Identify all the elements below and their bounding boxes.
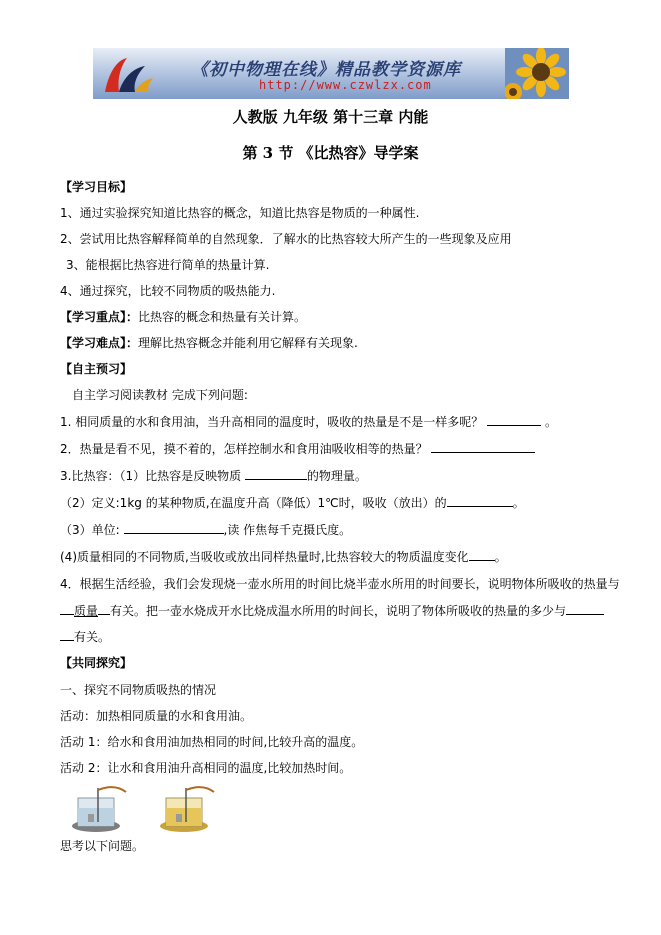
preview-intro: 自主学习阅读教材 完成下列问题: (72, 388, 248, 402)
question-3-3-text: （3）单位: (60, 523, 120, 537)
preview-header: 【自主预习】 (60, 362, 133, 376)
question-3-end: 的物理量。 (306, 469, 367, 483)
question-4-line-3 (60, 628, 110, 645)
sunflower-icon (505, 48, 569, 99)
answer-blank[interactable] (60, 628, 74, 641)
beaker-water-icon (72, 787, 126, 832)
goals-header: 【学习目标】 (60, 180, 133, 194)
question-4-end: 有关。 (74, 630, 111, 644)
question-4-line-2 (60, 602, 604, 619)
question-3-2-text: （2）定义:1kg 的某种物质,在温度升高（降低）1℃时，吸收（放出）的 (60, 496, 447, 510)
answer-blank[interactable] (98, 602, 110, 615)
question-3-4-end: 。 (494, 550, 507, 564)
question-1-text: 1. 相同质量的水和食用油，当升高相同的温度时，吸收的热量是不是一样多呢？ (60, 415, 484, 429)
explore-section-1: 一、探究不同物质吸热的情况 (60, 683, 217, 697)
key-point (60, 309, 306, 325)
difficulty-point (60, 335, 358, 351)
answer-blank[interactable] (60, 602, 74, 615)
key-point-label: 【学习重点】： (60, 310, 139, 324)
question-1 (60, 413, 557, 430)
question-4-mid: 有关。把一壶水烧成开水比烧成温水所用的时间长，说明了物体所吸收的热量的多少与 (110, 604, 567, 618)
question-3-4 (60, 548, 507, 565)
question-4-fill: 质量 (74, 604, 99, 618)
header-banner (93, 48, 569, 99)
think-prompt: 思考以下问题。 (60, 839, 145, 853)
answer-blank[interactable] (245, 467, 307, 480)
activity-2: 活动 2：让水和食用油升高相同的温度,比较加热时间。 (60, 761, 352, 775)
difficulty-label: 【学习难点】： (60, 336, 139, 350)
key-point-text: 比热容的概念和热量有关计算。 (138, 310, 307, 324)
goal-item: 3、能根据比热容进行简单的热量计算. (66, 258, 270, 272)
explore-header: 【共同探究】 (60, 656, 133, 670)
answer-blank[interactable] (431, 440, 535, 453)
goal-item: 1、通过实验探究知道比热容的概念，知道比热容是物质的一种属性. (60, 206, 420, 220)
question-3 (60, 467, 367, 484)
question-2 (60, 440, 535, 457)
activity-1: 活动 1：给水和食用油加热相同的时间,比较升高的温度。 (60, 735, 364, 749)
goal-item: 4、通过探究，比较不同物质的吸热能力. (60, 284, 276, 298)
answer-blank[interactable] (487, 413, 541, 426)
document-title: 人教版 九年级 第十三章 内能 (232, 108, 429, 126)
question-3-text: 3.比热容：（1）比热容是反映物质 (60, 469, 242, 483)
question-4-line-1: 4．根据生活经验，我们会发现烧一壶水所用的时间比烧半壶水所用的时间要长，说明物体所吸收的热量与 (60, 577, 620, 591)
answer-blank[interactable] (469, 548, 495, 561)
activity: 活动：加热相同质量的水和食用油。 (60, 709, 253, 723)
answer-blank[interactable] (124, 521, 224, 534)
difficulty-text: 理解比热容概念并能利用它解释有关现象. (138, 336, 358, 350)
answer-blank[interactable] (447, 494, 513, 507)
question-2-text: 2．热量是看不见，摸不着的，怎样控制水和食用油吸收相等的热量？ (60, 442, 428, 456)
experiment-figures (68, 784, 228, 834)
question-3-3-end: ,读 作焦每千克摄氏度。 (223, 523, 352, 537)
question-1-end: 。 (544, 415, 557, 429)
beaker-oil-icon (160, 787, 214, 832)
question-3-4-text: (4)质量相同的不同物质,当吸收或放出同样热量时,比热容较大的物质温度变化 (60, 550, 469, 564)
question-3-3 (60, 521, 351, 538)
banner-url[interactable]: http://www.czwlzx.com (259, 78, 432, 92)
question-3-2 (60, 494, 525, 511)
document-subtitle: 第 3 节 《比热容》导学案 (242, 144, 419, 162)
banner-title: 《初中物理在线》精品教学资源库 (191, 60, 461, 80)
answer-blank[interactable] (566, 602, 604, 615)
goal-item: 2、尝试用比热容解释简单的自然现象．了解水的比热容较大所产生的一些现象及应用 (60, 232, 512, 246)
logo-icon (97, 52, 157, 96)
question-3-2-end: 。 (512, 496, 525, 510)
